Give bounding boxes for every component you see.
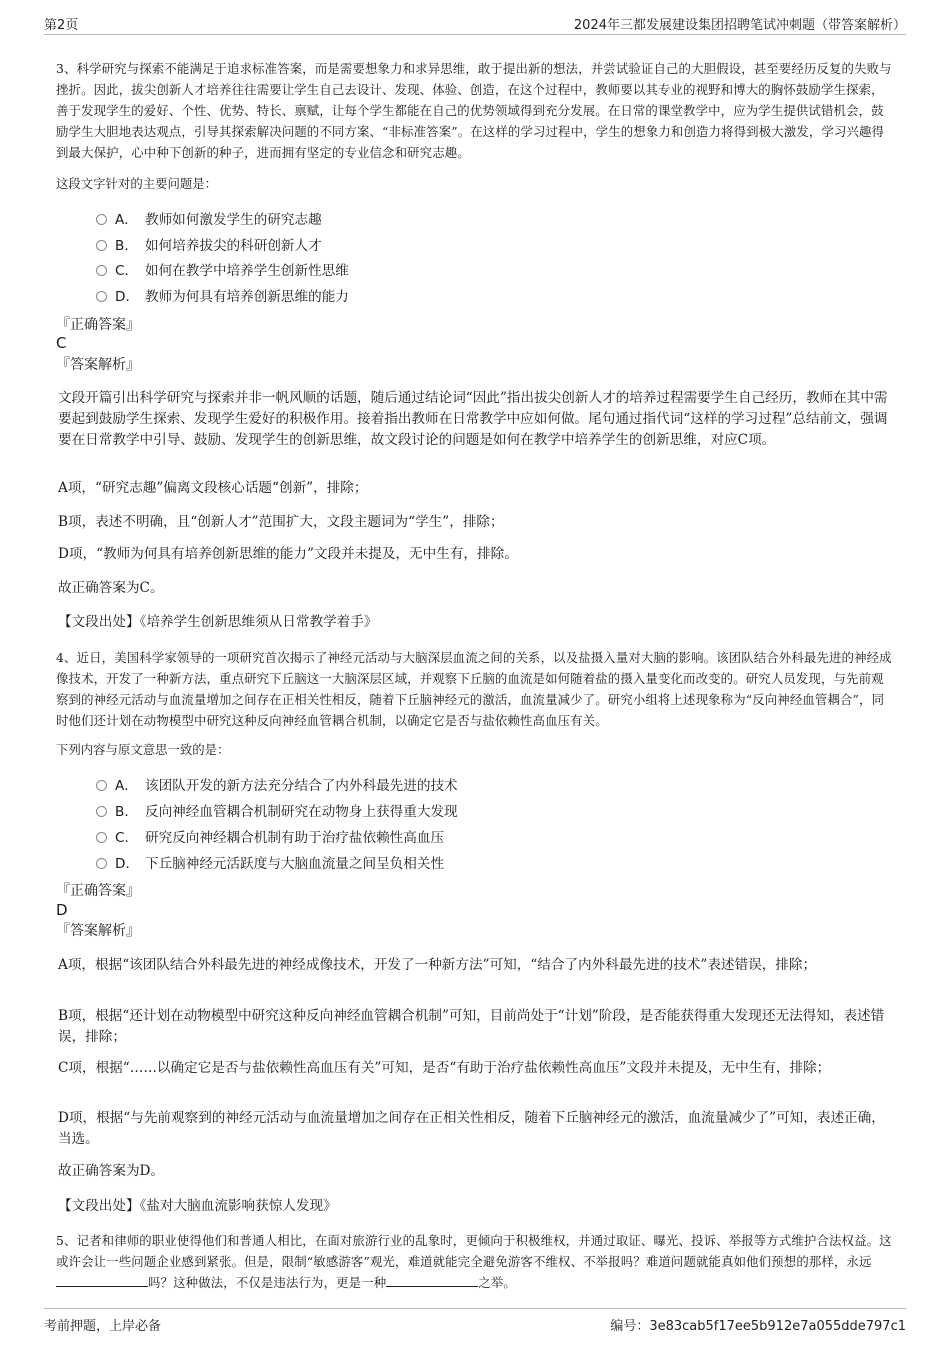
radio-icon[interactable] bbox=[96, 832, 107, 843]
q3-conclusion: 故正确答案为C。 bbox=[58, 580, 164, 596]
radio-icon[interactable] bbox=[96, 806, 107, 817]
page-footer bbox=[44, 1308, 906, 1339]
q3-answer: C bbox=[56, 334, 67, 352]
radio-icon[interactable] bbox=[96, 780, 107, 791]
radio-icon[interactable] bbox=[96, 265, 107, 276]
q4-analysis-b: B项，根据“还计划在动物模型中研究这种反向神经血管耦合机制”可知，目前尚处于“计划”阶段，是否能获得重大发现还无法得知，表述错误，排除； bbox=[58, 1008, 885, 1045]
q4-option-a[interactable]: A． 该团队开发的新方法充分结合了内外科最先进的技术 bbox=[96, 775, 458, 797]
page-header bbox=[44, 10, 906, 35]
q4-analysis-a: A项，根据“该团队结合外科最先进的神经成像技术，开发了一种新方法”可知，“结合了内外科最先进的技术”表述错误，排除； bbox=[58, 957, 817, 973]
q3-source: 【文段出处】《培养学生创新思维须从日常教学着手》 bbox=[58, 614, 378, 630]
q4-analysis-label: 『答案解析』 bbox=[56, 923, 140, 939]
q4-ask: 下列内容与原文意思一致的是： bbox=[56, 742, 230, 757]
q4-answer-label: 『正确答案』 bbox=[56, 883, 140, 899]
q3-analysis-main: 文段开篇引出科学研究与探索并非一帆风顺的话题，随后通过结论词“因此”指出拔尖创新人才的培养过程需要学生自己经历，教师在其中需要起到鼓励学生探索、发现学生爱好的积极作用。接着指出教师在日常教学中应如何做。尾句通过指代词“这样的学习过程”总结前文，强调要在日常教学中引导、鼓励、发现学生的创新思维，故文段讨论的问题是如何在教学中培养学生的创新思维，对应C项。 bbox=[58, 390, 888, 448]
q3-option-c[interactable]: C． 如何在教学中培养学生创新性思维 bbox=[96, 260, 349, 282]
q3-option-b[interactable]: B． 如何培养拔尖的科研创新人才 bbox=[96, 235, 322, 257]
blank-2[interactable] bbox=[386, 1274, 478, 1287]
q3-ask: 这段文字针对的主要问题是： bbox=[56, 176, 218, 191]
document-id: 编号：3e83cab5f17ee5b912e7a055dde797c1 bbox=[610, 1319, 906, 1334]
radio-icon[interactable] bbox=[96, 858, 107, 869]
q3-answer-label: 『正确答案』 bbox=[56, 317, 140, 333]
q3-option-d[interactable]: D． 教师为何具有培养创新思维的能力 bbox=[96, 286, 349, 308]
q4-option-b[interactable]: B． 反向神经血管耦合机制研究在动物身上获得重大发现 bbox=[96, 801, 458, 823]
document-title: 2024年三都发展建设集团招聘笔试冲刺题（带答案解析） bbox=[573, 18, 906, 33]
q4-stem: 4、近日，美国科学家领导的一项研究首次揭示了神经元活动与大脑深层血流之间的关系，以及盐摄入量对大脑的影响。该团队结合外科最先进的神经成像技术，开发了一种新方法，重点研究下丘脑这一大脑深层区域，并观察下丘脑的血流是如何随着盐的摄入量变化而改变的。研究人员发现，与先前观察到的神经元活动与血流量增加之间存在正相关性相反，随着下丘脑神经元的激活，血流量减少了。研究小组将上述现象称为“反向神经血管耦合”，同时他们还计划在动物模型中研究这种反向神经血管耦合机制，以确定它是否与盐依赖性高血压有关。 bbox=[56, 650, 892, 728]
q3-analysis-a: A项，“研究志趣”偏离文段核心话题“创新”，排除； bbox=[58, 480, 368, 496]
q3-option-a[interactable]: A． 教师如何激发学生的研究志趣 bbox=[96, 209, 322, 231]
radio-icon[interactable] bbox=[96, 291, 107, 302]
q3-stem: 3、科学研究与探索不能满足于追求标准答案，而是需要想象力和求异思维，敢于提出新的想法，并尝试验证自己的大胆假设，甚至要经历反复的失败与挫折。因此，拔尖创新人才培养往往需要让学生自己去设计、发现、体验、创造，在这个过程中，教师要以其专业的视野和博大的胸怀鼓励学生探索，善于发现学生的爱好、个性、优势、特长、禀赋，让每个学生都能在自己的优势领域得到充分发展。在日常的课堂教学中，应为学生提供试错机会，鼓励学生大胆地表达观点，引导其探索解决问题的不同方案、“非标准答案”。在这样的学习过程中，学生的想象力和创造力将得到极大激发，学习兴趣得到最大保护，心中种下创新的种子，进而拥有坚定的专业信念和研究志趣。 bbox=[56, 61, 892, 160]
radio-icon[interactable] bbox=[96, 240, 107, 251]
q5-stem: 5、记者和律师的职业使得他们和普通人相比，在面对旅游行业的乱象时，更倾向于积极维权，并通过取证、曝光、投诉、举报等方式维护合法权益。这或许会让一些问题企业感到紧张。但是，限制“敏感游客”观光，难道就能完全避免游客不维权、不举报吗？难道问题就能真如他们预想的那样，永远吗？这种做法，不仅是违法行为，更是一种 之举。 bbox=[56, 1233, 892, 1290]
q3-analysis-b: B项，表述不明确，且“创新人才”范围扩大，文段主题词为“学生”，排除； bbox=[58, 514, 504, 530]
q4-analysis-d: D项，根据“与先前观察到的神经元活动与血流量增加之间存在正相关性相反，随着下丘脑神经元的激活，血流量减少了”可知，表述正确，当选。 bbox=[58, 1110, 885, 1147]
q4-option-c[interactable]: C． 研究反向神经耦合机制有助于治疗盐依赖性高血压 bbox=[96, 827, 444, 849]
q3-analysis-d: D项，“教师为何具有培养创新思维的能力”文段并未提及，无中生有，排除。 bbox=[58, 546, 518, 562]
radio-icon[interactable] bbox=[96, 214, 107, 225]
q3-analysis-label: 『答案解析』 bbox=[56, 357, 140, 373]
q4-source: 【文段出处】《盐对大脑血流影响获惊人发现》 bbox=[58, 1198, 337, 1214]
q4-answer: D bbox=[56, 901, 68, 919]
q4-analysis-c: C项，根据“……以确定它是否与盐依赖性高血压有关”可知，是否“有助于治疗盐依赖性高血压”文段并未提及，无中生有，排除； bbox=[58, 1060, 831, 1076]
footer-slogan: 考前押题，上岸必备 bbox=[44, 1319, 162, 1334]
q4-conclusion: 故正确答案为D。 bbox=[58, 1163, 165, 1179]
page-number: 第2页 bbox=[44, 18, 79, 33]
blank-1[interactable] bbox=[56, 1274, 148, 1287]
q4-option-d[interactable]: D． 下丘脑神经元活跃度与大脑血流量之间呈负相关性 bbox=[96, 853, 444, 875]
